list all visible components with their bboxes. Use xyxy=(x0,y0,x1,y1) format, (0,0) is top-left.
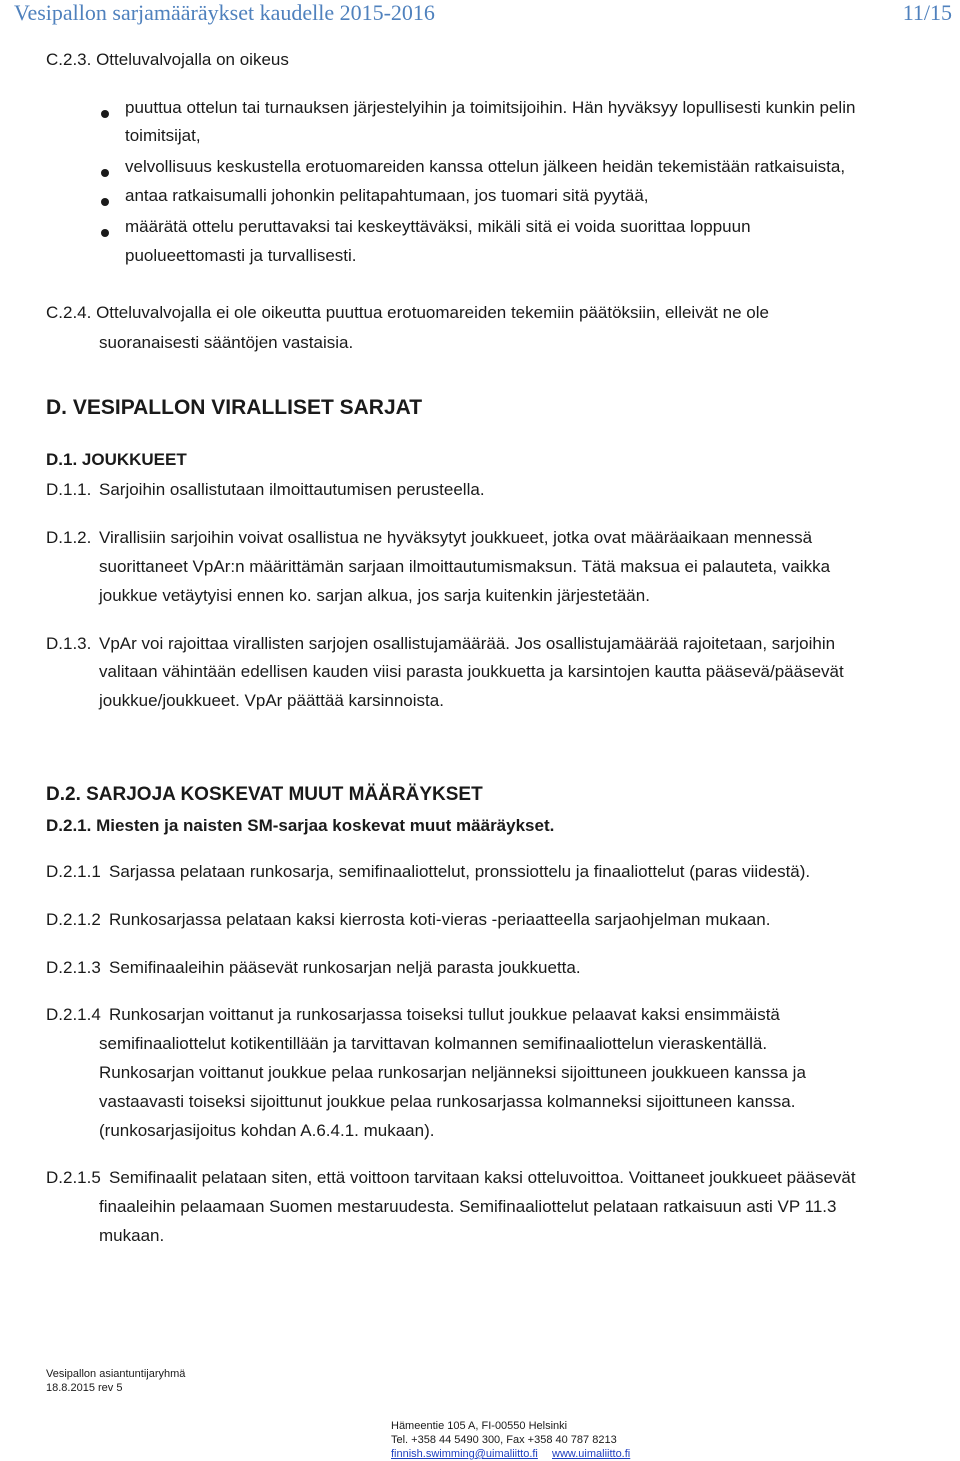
d212-text: Runkosarjassa pelataan kaksi kierrosta koti-vieras -periaatteella sarjaohjelman mukaan. xyxy=(109,910,771,929)
c24-line-1: C.2.4. Otteluvalvojalla ei ole oikeutta puuttua erotuomareiden tekemiin päätöksiin, elleivät ne ole xyxy=(46,303,769,322)
d214-line-2: semifinaaliottelut kotikentillään ja tarvittavan kolmannen semifinaaliottelun vieraskentällä. xyxy=(99,1034,768,1053)
d211-text: Sarjassa pelataan runkosarja, semifinaaliottelut, pronssiottelu ja finaaliottelut (paras viidestä). xyxy=(109,862,811,881)
bullet-icon xyxy=(101,110,109,118)
d13-line-3: joukkue/joukkueet. VpAr päättää karsinnoista. xyxy=(99,691,444,710)
d211-label: D.2.1.1 xyxy=(46,862,101,881)
d12-line-3: joukkue vetäytyisi ennen ko. sarjan alkua, jos sarja kuitenkin järjestetään. xyxy=(99,586,650,605)
d11-label: D.1.1. xyxy=(46,480,92,499)
d214-line-5: (runkosarjasijoitus kohdan A.6.4.1. mukaan). xyxy=(99,1121,435,1140)
section-c23-heading: C.2.3. Otteluvalvojalla on oikeus xyxy=(46,50,289,69)
d214-label: D.2.1.4 xyxy=(46,1005,101,1024)
c23-bullet-4-line-2: puolueettomasti ja turvallisesti. xyxy=(125,246,357,265)
c23-bullet-4-line-1: määrätä ottelu peruttavaksi tai keskeyttäväksi, mikäli sitä ei voida suorittaa loppuun xyxy=(125,217,751,236)
bullet-icon xyxy=(101,229,109,237)
d13-line-1: VpAr voi rajoittaa virallisten sarjojen osallistujamäärää. Jos osallistujamäärää rajoitetaan, sarjoihin xyxy=(99,634,836,653)
d215-line-1: Semifinaalit pelataan siten, että voittoon tarvitaan kaksi otteluvoittoa. Voittaneet joukkueet pääsevät xyxy=(109,1168,856,1187)
d215-line-3: mukaan. xyxy=(99,1226,165,1245)
d214-line-4: vastaavasti toiseksi sijoittunut joukkue pelaa runkosarjassa kolmanneksi sijoittuneen kanssa. xyxy=(99,1092,796,1111)
d12-label: D.1.2. xyxy=(46,528,92,547)
section-d1-heading: D.1. JOUKKUEET xyxy=(46,450,187,469)
footer-org: Vesipallon asiantuntijaryhmä xyxy=(46,1368,186,1380)
c23-bullet-2: velvollisuus keskustella erotuomareiden kanssa ottelun jälkeen heidän tekemistään ratkaisuista, xyxy=(125,157,846,176)
section-d-heading: D. VESIPALLON VIRALLISET SARJAT xyxy=(46,396,423,419)
page-number: 11/15 xyxy=(902,0,952,25)
section-d21-heading: D.2.1. Miesten ja naisten SM-sarjaa koskevat muut määräykset. xyxy=(46,816,555,835)
footer-date: 18.8.2015 rev 5 xyxy=(46,1382,123,1394)
footer-web-link[interactable]: www.uimaliitto.fi xyxy=(552,1448,631,1460)
bullet-icon xyxy=(101,169,109,177)
footer-phone: Tel. +358 44 5490 300, Fax +358 40 787 8213 xyxy=(391,1434,617,1446)
d212-label: D.2.1.2 xyxy=(46,910,101,929)
footer-address: Hämeentie 105 A, FI-00550 Helsinki xyxy=(391,1420,568,1432)
d13-line-2: valitaan vähintään edellisen kauden viisi parasta joukkuetta ja karsintojen kautta pääsevä/pääsevät xyxy=(99,662,844,681)
d12-line-1: Virallisiin sarjoihin voivat osallistua ne hyväksytyt joukkueet, jotka ovat määräaikaan mennessä xyxy=(99,528,813,547)
document-header-title: Vesipallon sarjamääräykset kaudelle 2015-2016 xyxy=(14,0,435,25)
d214-line-3: Runkosarjan voittanut joukkue pelaa runkosarjan neljänneksi sijoittuneen joukkueen kanssa ja xyxy=(99,1063,806,1082)
c23-bullet-1-line-2: toimitsijat, xyxy=(125,126,201,145)
d213-text: Semifinaaleihin pääsevät runkosarjan neljä parasta joukkuetta. xyxy=(109,958,581,977)
section-d2-heading: D.2. SARJOJA KOSKEVAT MUUT MÄÄRÄYKSET xyxy=(46,784,483,805)
d213-label: D.2.1.3 xyxy=(46,958,101,977)
d11-text: Sarjoihin osallistutaan ilmoittautumisen perusteella. xyxy=(99,480,485,499)
d215-line-2: finaaleihin pelaamaan Suomen mestaruudesta. Semifinaaliottelut pelataan ratkaisuun asti VP 11.3 xyxy=(99,1197,837,1216)
footer-email-link[interactable]: finnish.swimming@uimaliitto.fi xyxy=(391,1448,538,1460)
d13-label: D.1.3. xyxy=(46,634,92,653)
c24-line-2: suoranaisesti sääntöjen vastaisia. xyxy=(99,333,354,352)
c23-bullet-3: antaa ratkaisumalli johonkin pelitapahtumaan, jos tuomari sitä pyytää, xyxy=(125,186,649,205)
d215-label: D.2.1.5 xyxy=(46,1168,101,1187)
d12-line-2: suorittaneet VpAr:n määrittämän sarjaan ilmoittautumismaksun. Tätä maksua ei palauteta, vaikka xyxy=(99,557,831,576)
c23-bullet-1-line-1: puuttua ottelun tai turnauksen järjestelyihin ja toimitsijoihin. Hän hyväksyy lopullisesti kunkin pelin xyxy=(125,98,856,117)
bullet-icon xyxy=(101,198,109,206)
d214-line-1: Runkosarjan voittanut ja runkosarjassa toiseksi tullut joukkue pelaavat kaksi ensimmäistä xyxy=(109,1005,780,1024)
